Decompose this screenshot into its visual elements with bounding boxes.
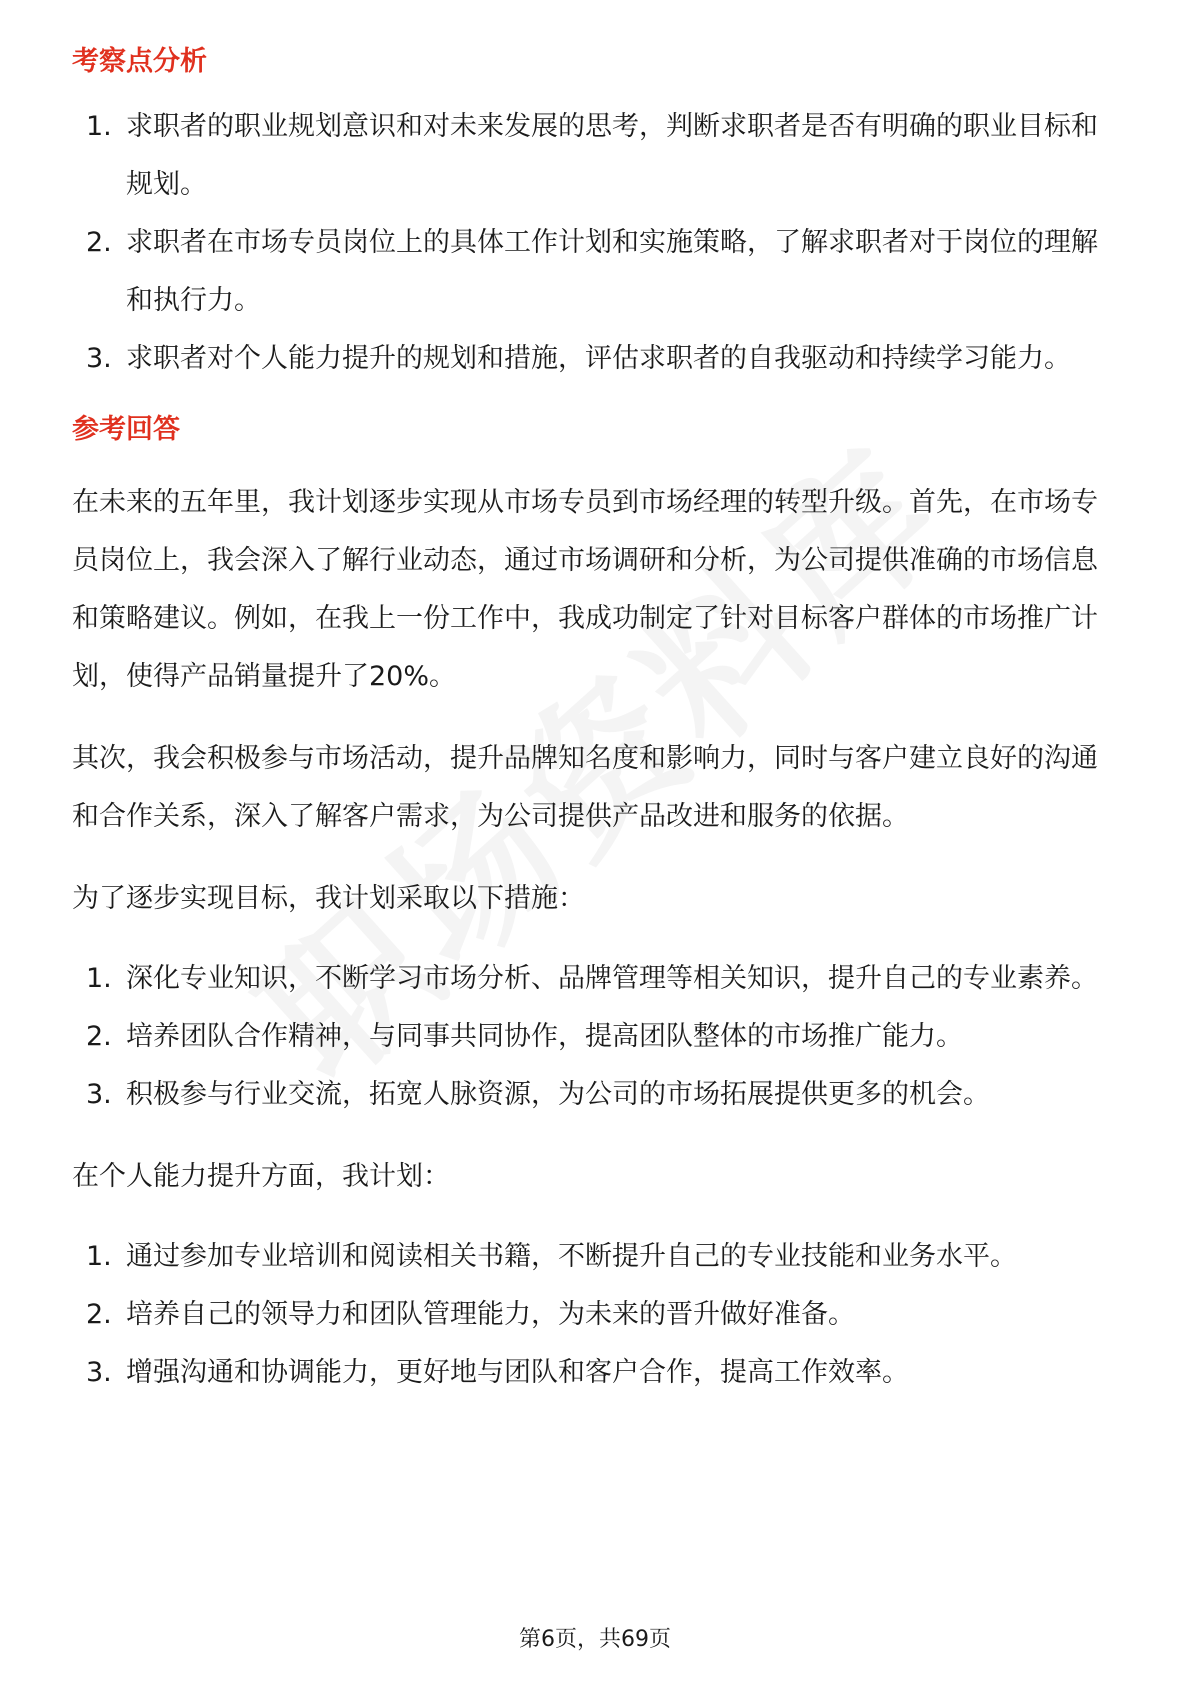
list-item [72, 1344, 1118, 1402]
list-item-number: 2. [86, 1299, 112, 1330]
list-item [72, 1008, 1118, 1066]
list-item-text: 求职者在市场专员岗位上的具体工作计划和实施策略，了解求职者对于岗位的理解和执行力。 [126, 227, 1098, 316]
list-item-text: 积极参与行业交流，拓宽人脉资源，为公司的市场拓展提供更多的机会。 [126, 1079, 990, 1110]
answer-paragraph-4: 在个人能力提升方面，我计划： [72, 1161, 450, 1192]
section-title-answer: 参考回答 [72, 414, 180, 445]
answer-paragraph-2: 其次，我会积极参与市场活动，提升品牌知名度和影响力，同时与客户建立良好的沟通和合作关系，深入了解客户需求，为公司提供产品改进和服务的依据。 [72, 743, 1098, 832]
list-item [72, 98, 1118, 214]
section-title-analysis: 考察点分析 [72, 46, 207, 77]
list-item-number: 2. [86, 1021, 112, 1052]
list-item-text: 培养自己的领导力和团队管理能力，为未来的晋升做好准备。 [126, 1299, 855, 1330]
list-item-number: 3. [86, 1079, 112, 1110]
answer-paragraph-1: 在未来的五年里，我计划逐步实现从市场专员到市场经理的转型升级。首先，在市场专员岗位上，我会深入了解行业动态，通过市场调研和分析，为公司提供准确的市场信息和策略建议。例如，在我上一份工作中，我成功制定了针对目标客户群体的市场推广计划，使得产品销量提升了20%。 [72, 487, 1098, 692]
page-number: 第6页，共69页 [519, 1627, 671, 1652]
list-item-number: 2. [86, 227, 112, 258]
answer-paragraph-3: 为了逐步实现目标，我计划采取以下措施： [72, 883, 585, 914]
list-item-text: 通过参加专业培训和阅读相关书籍，不断提升自己的专业技能和业务水平。 [126, 1241, 1017, 1272]
list-item [72, 1066, 1118, 1124]
list-item-text: 求职者的职业规划意识和对未来发展的思考，判断求职者是否有明确的职业目标和规划。 [126, 111, 1098, 200]
measures-list [72, 950, 1118, 1124]
list-item [72, 330, 1118, 388]
list-item-number: 1. [86, 111, 112, 142]
list-item [72, 1286, 1118, 1344]
list-item-number: 3. [86, 343, 112, 374]
document-page [72, 42, 1118, 1402]
list-item-text: 深化专业知识，不断学习市场分析、品牌管理等相关知识，提升自己的专业素养。 [126, 963, 1098, 994]
list-item-number: 3. [86, 1357, 112, 1388]
list-item-text: 增强沟通和协调能力，更好地与团队和客户合作，提高工作效率。 [126, 1357, 909, 1388]
list-item [72, 950, 1118, 1008]
list-item-number: 1. [86, 1241, 112, 1272]
list-item-text: 培养团队合作精神，与同事共同协作，提高团队整体的市场推广能力。 [126, 1021, 963, 1052]
list-item [72, 214, 1118, 330]
analysis-list [72, 98, 1118, 388]
ability-list [72, 1228, 1118, 1402]
list-item [72, 1228, 1118, 1286]
list-item-number: 1. [86, 963, 112, 994]
list-item-text: 求职者对个人能力提升的规划和措施，评估求职者的自我驱动和持续学习能力。 [126, 343, 1071, 374]
